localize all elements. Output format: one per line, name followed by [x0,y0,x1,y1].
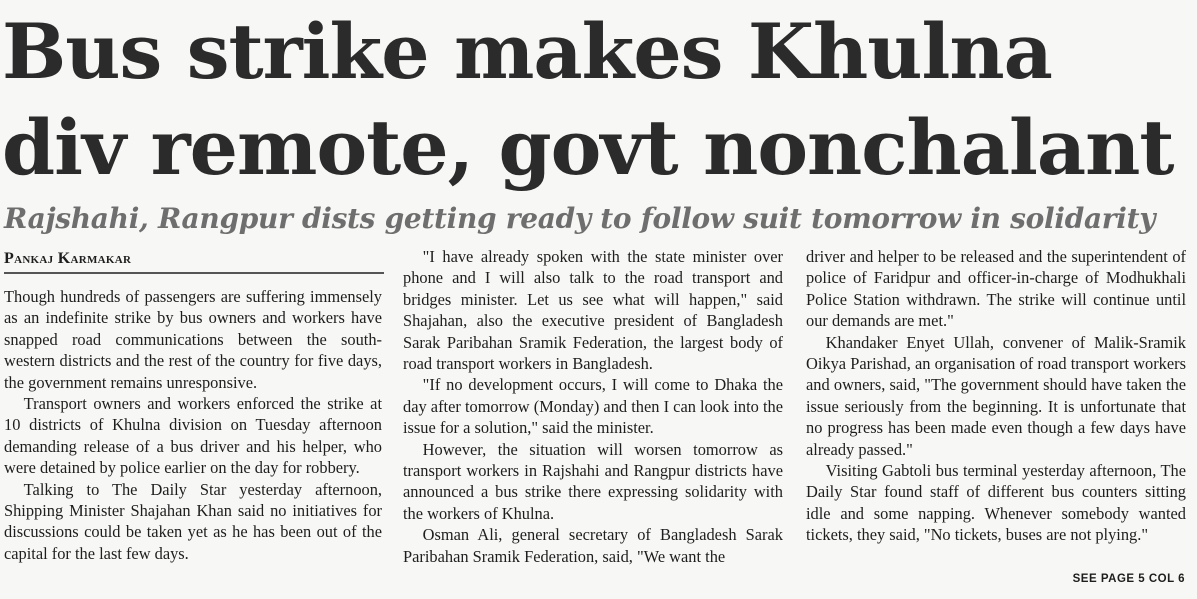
paragraph: "If no development occurs, I will come to Dhaka the day after tomorrow (Monday) and then I can look into the issue for a solution," said the minister. [403,375,783,438]
paragraph: Khandaker Enyet Ullah, convener of Malik-Sramik Oikya Parishad, an organisation of road transport workers and owners, said, "The government should have taken the issue seriously from the beginning. It is unfortunate that no progress has been made even though a few days have already passed." [806,332,1186,459]
paragraph: driver and helper to be released and the superintendent of police of Faridpur and officer-in-charge of Modhukhali Police Station withdrawn. The strike will continue until our demands are met." [806,247,1186,331]
headline: Bus strike makes Khulna div remote, govt nonchalant [2,7,1174,192]
byline-name: Pankaj Karmakar [4,250,132,267]
paragraph: Talking to The Daily Star yesterday afternoon, Shipping Minister Shajahan Khan said no initiatives for discussions could be taken yet as he has been out of the capital for the last few days. [4,479,382,563]
article-column-3 [806,246,1186,546]
paragraph: Though hundreds of passengers are suffering immensely as an indefinite strike by bus owners and workers have snapped road communications between the south-western districts and the rest of the country for five days, the government remains unresponsive. [4,287,382,392]
paragraph: Osman Ali, general secretary of Bangladesh Sarak Paribahan Sramik Federation, said, "We want the [403,525,783,566]
article-column-2 [403,246,783,567]
paragraph: Transport owners and workers enforced the strike at 10 districts of Khulna division on Tuesday afternoon demanding release of a bus driver and his helper, who were detained by police earlier on the day for robbery. [4,394,382,478]
jump-line: SEE PAGE 5 COL 6 [1072,573,1185,585]
paragraph: "I have already spoken with the state minister over phone and I will also talk to the road transport and bridges minister. Let us see what will happen," said Shajahan, also the executive president of Bangladesh Sarak Paribahan Sramik Federation, the largest body of road transport workers in Bangladesh. [403,247,783,374]
article-column-1 [4,286,382,564]
paragraph: Visiting Gabtoli bus terminal yesterday afternoon, The Daily Star found staff of different bus counters sitting idle and some napping. Whenever somebody wanted tickets, they said, "No tickets, buses are not plying." [806,461,1186,545]
subheadline: Rajshahi, Rangpur dists getting ready to follow suit tomorrow in solidarity [4,202,1156,235]
byline [4,250,384,274]
paragraph: However, the situation will worsen tomorrow as transport workers in Rajshahi and Rangpur districts have announced a bus strike there expressing solidarity with the workers of Khulna. [403,439,783,523]
